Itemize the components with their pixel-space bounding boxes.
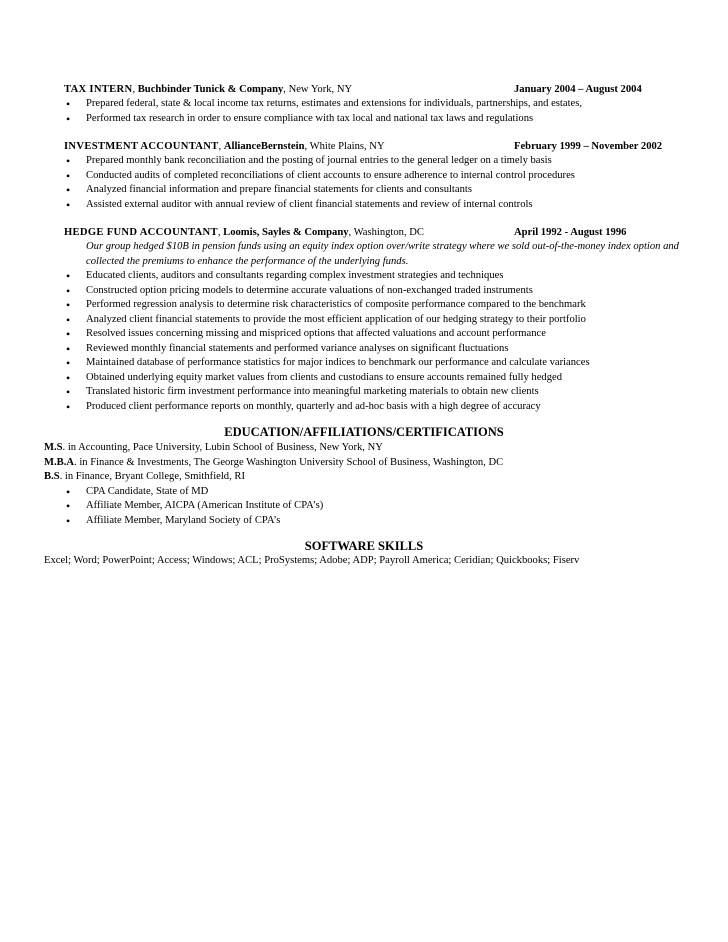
degree-abbr: M.B.A [44,456,75,468]
list-item: • Prepared federal, state & local income tax returns, estimates and extensions for individuals, partnerships, and estates, [44,97,684,112]
list-item: • Produced client performance reports on monthly, quarterly and ad-hoc basis with a high degree of accuracy [44,400,684,415]
job-investment-accountant [44,140,684,212]
list-item: • Reviewed monthly financial statements and performed variance analyses on significant fluctuations [44,342,684,357]
list-item: • Performed tax research in order to ensure compliance with tax local and national tax laws and regulations [44,112,684,127]
job-location: , White Plains, NY [304,141,385,152]
job-company: Buchbinder Tunick & Company [137,84,284,95]
list-item: • CPA Candidate, State of MD [44,485,684,500]
job-hedge-fund-accountant [44,226,684,414]
job-location: , New York, NY [283,84,353,95]
degree-text: . in Accounting, Pace University, Lubin School of Business, New York, NY [62,442,383,453]
job-company: AllianceBernstein [223,141,305,152]
list-item: • Analyzed client financial statements to provide the most efficient application of our hedging strategy to their portfolio [44,313,684,328]
list-item: • Resolved issues concerning missing and mispriced options that affected valuations and account performance [44,327,684,342]
job-bullet-list [44,269,684,414]
job-dates: January 2004 – August 2004 [514,84,642,95]
job-header: INVESTMENT ACCOUNTANT, AllianceBernstein, White Plains, NY February 1999 – November 2002 [64,141,663,152]
job-dates: April 1992 - August 1996 [514,227,627,238]
job-title: TAX INTERN [64,84,133,95]
list-item: • Conducted audits of completed reconciliations of client accounts to ensure adherence to internal control procedures [44,169,684,184]
affiliations-list [44,485,684,529]
degree-text: . in Finance, Bryant College, Smithfield, RI [59,471,245,482]
job-tax-intern [44,83,684,126]
degree-bs [44,470,684,485]
list-item: • Analyzed financial information and prepare financial statements for clients and consultants [44,183,684,198]
job-title: INVESTMENT ACCOUNTANT [64,141,219,152]
list-item: • Translated historic firm investment performance into meaningful marketing materials to obtain new clients [44,385,684,400]
list-item: • Constructed option pricing models to determine accurate valuations of non-exchanged traded instruments [44,284,684,299]
job-dates: February 1999 – November 2002 [514,141,663,152]
job-header: TAX INTERN, Buchbinder Tunick & Company, New York, NY January 2004 – August 2004 [64,84,642,95]
list-item: • Maintained database of performance statistics for major indices to benchmark our performance and calculate variances [44,356,684,371]
job-description: Our group hedged $10B in pension funds using an equity index option over/write strategy where we sold out-of-the-money index option and collected the premiums to enhance the performance of the underlying funds. [86,241,679,267]
job-bullet-list [44,97,684,126]
degree-text: . in Finance & Investments, The George Washington University School of Business, Washington, DC [74,456,504,468]
job-bullet-list [44,154,684,212]
degree-ms [44,441,684,456]
software-skills-text: Excel; Word; PowerPoint; Access; Windows; ACL; ProSystems; Adobe; ADP; Payroll America; Ceridian; Quickbooks; Fiserv [44,555,580,566]
degree-abbr: M.S [44,442,63,453]
list-item: • Prepared monthly bank reconciliation and the posting of journal entries to the general ledger on a timely basis [44,154,684,169]
list-item: • Assisted external auditor with annual review of client financial statements and review of internal controls [44,198,684,213]
education-section [44,441,684,528]
list-item: • Performed regression analysis to determine risk characteristics of composite performance compared to the benchmark [44,298,684,313]
list-item: • Obtained underlying equity market values from clients and custodians to ensure accounts remained fully hedged [44,371,684,386]
job-title: HEDGE FUND ACCOUNTANT [64,227,218,238]
degree-abbr: B.S [44,471,60,482]
list-item: • Affiliate Member, AICPA (American Institute of CPA’s) [44,499,684,514]
education-heading: EDUCATION/AFFILIATIONS/CERTIFICATIONS [224,425,504,439]
list-item: • Affiliate Member, Maryland Society of CPA’s [44,514,684,529]
job-location: , Washington, DC [348,227,424,238]
job-header: HEDGE FUND ACCOUNTANT, Loomis, Sayles & Company, Washington, DC April 1992 - August 1996 [64,227,627,238]
list-item: • Educated clients, auditors and consultants regarding complex investment strategies and techniques [44,269,684,284]
software-heading: SOFTWARE SKILLS [304,539,424,553]
job-company: Loomis, Sayles & Company [223,227,349,238]
degree-mba [44,456,684,471]
